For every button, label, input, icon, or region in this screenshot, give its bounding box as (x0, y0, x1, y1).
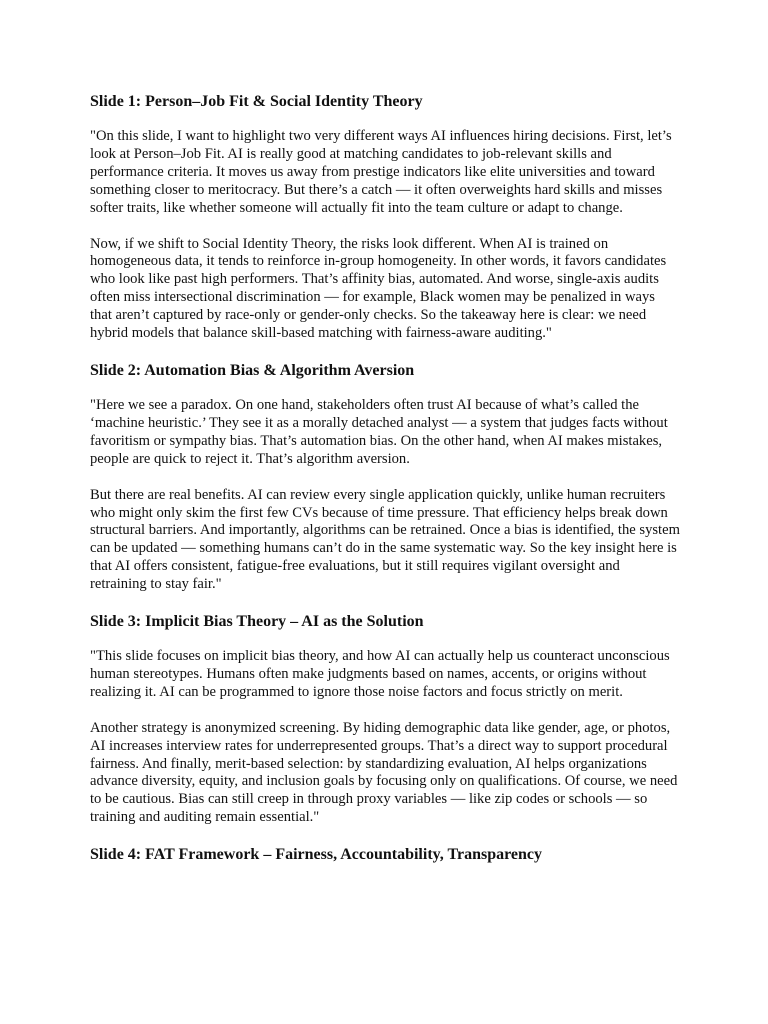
slide-2-section (90, 361, 680, 594)
slide-3-paragraph-1: "This slide focuses on implicit bias theory, and how AI can actually help us counteract unconscious human stereotypes. Humans often make judgments based on names, accents, or origins without realizing it. AI can be programmed to ignore those noise factors and focus strictly on merit. (90, 648, 670, 700)
slide-4-section (90, 845, 680, 865)
slide-2-heading: Slide 2: Automation Bias & Algorithm Aversion (90, 361, 415, 379)
document-page (90, 92, 680, 881)
slide-1-section (90, 92, 680, 343)
slide-3-paragraph-2: Another strategy is anonymized screening. By hiding demographic data like gender, age, or photos, AI increases interview rates for underrepresented groups. That’s a direct way to support procedural fairness. And finally, merit-based selection: by standardizing evaluation, AI helps organizations advance diversity, equity, and inclusion goals by focusing only on qualifications. Of course, we need to be cautious. Bias can still creep in through proxy variables — like zip codes or schools — so training and auditing remain essential." (90, 719, 678, 826)
slide-2-paragraph-1: "Here we see a paradox. On one hand, stakeholders often trust AI because of what’s called the ‘machine heuristic.’ They see it as a morally detached analyst — a system that judges facts without favoritism or sympathy bias. That’s automation bias. On the other hand, when AI makes mistakes, people are quick to reject it. That’s algorithm aversion. (90, 396, 668, 467)
slide-3-section (90, 612, 680, 827)
slide-1-paragraph-1: "On this slide, I want to highlight two very different ways AI influences hiring decisions. First, let’s look at Person–Job Fit. AI is really good at matching candidates to job-relevant skills and performance criteria. It moves us away from prestige indicators like elite universities and toward something closer to meritocracy. But there’s a catch — it often overweights hard skills and misses softer traits, like whether someone will actually fit into the team culture or adapt to change. (90, 128, 672, 216)
slide-3-heading: Slide 3: Implicit Bias Theory – AI as the Solution (90, 613, 424, 631)
slide-4-heading: Slide 4: FAT Framework – Fairness, Accountability, Transparency (90, 846, 542, 864)
slide-1-heading: Slide 1: Person–Job Fit & Social Identity Theory (90, 93, 423, 110)
slide-1-paragraph-2: Now, if we shift to Social Identity Theory, the risks look different. When AI is trained on homogeneous data, it tends to reinforce in-group homogeneity. In other words, it favors candidates who look like past high performers. That’s affinity bias, automated. And worse, single-axis audits often miss intersectional discrimination — for example, Black women may be penalized in ways that aren’t captured by race-only or gender-only checks. So the takeaway here is clear: we need hybrid models that balance skill-based matching with fairness-aware auditing." (90, 235, 667, 342)
slide-2-paragraph-2: But there are real benefits. AI can review every single application quickly, unlike human recruiters who might only skim the first few CVs because of time pressure. That efficiency helps break down structural barriers. And importantly, algorithms can be retrained. Once a bias is identified, the system can be updated — something humans can’t do in the same systematic way. So the key insight here is that AI offers consistent, fatigue-free evaluations, but it still requires vigilant oversight and retraining to stay fair." (90, 486, 680, 593)
